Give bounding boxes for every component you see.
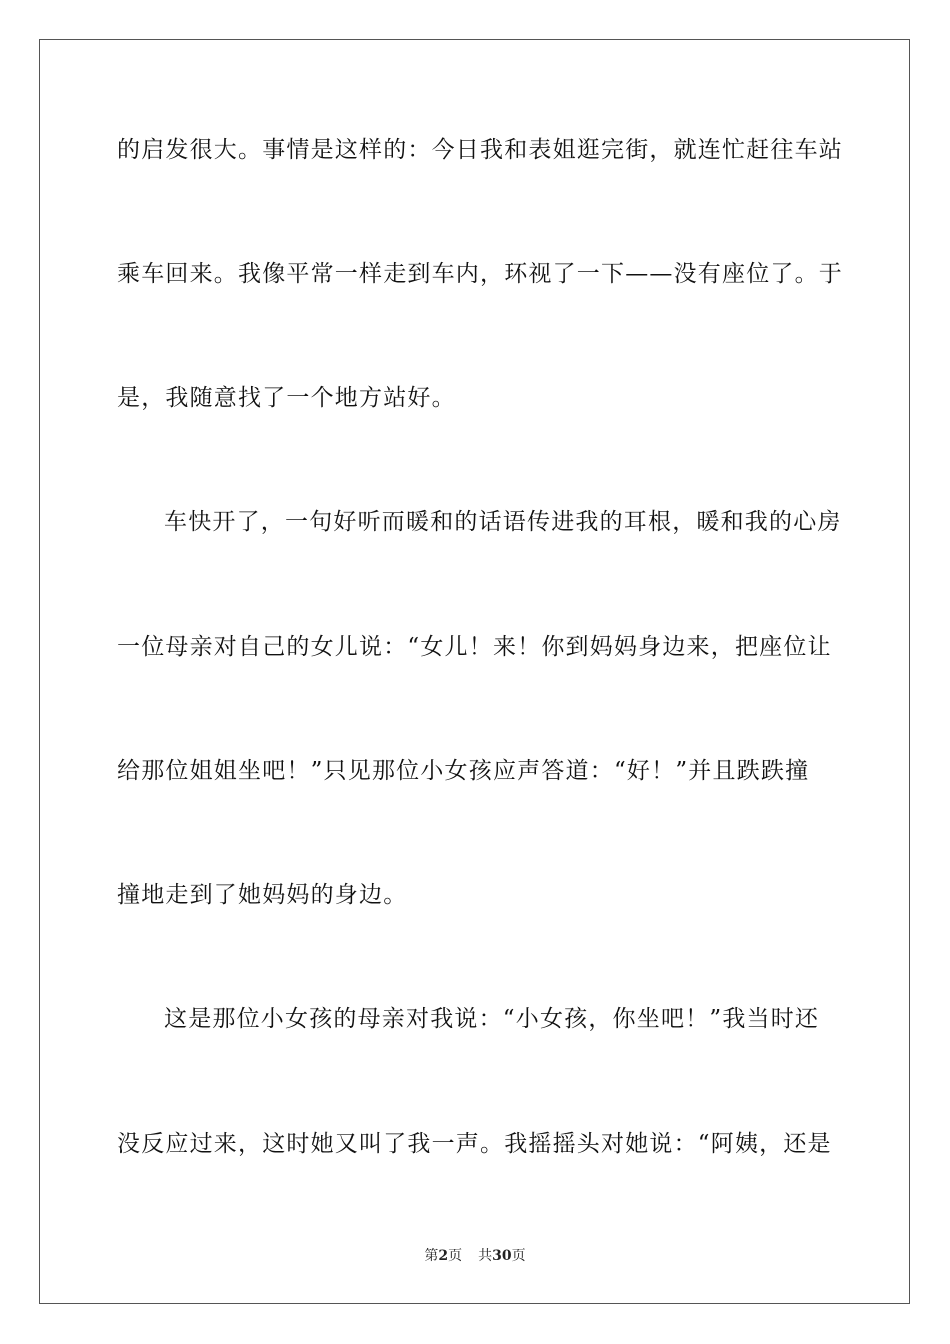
text-line: 一位母亲对自己的女儿说：“女儿！来！你到妈妈身边来，把座位让: [117, 634, 832, 660]
page-footer: [0, 1247, 950, 1265]
page-prefix: 第: [424, 1248, 439, 1264]
text-line: 乘车回来。我像平常一样走到车内，环视了一下——没有座位了。于: [117, 261, 843, 287]
page-number: 2: [438, 1248, 449, 1264]
text-line: 给那位姐姐坐吧！”只见那位小女孩应声答道：“好！”并且跌跌撞: [117, 758, 810, 784]
page-border: [39, 39, 910, 1304]
total-pages: 30: [492, 1248, 512, 1264]
total-prefix: 共: [478, 1248, 493, 1264]
text-line: 没反应过来，这时她又叫了我一声。我摇摇头对她说：“阿姨，还是: [117, 1131, 832, 1157]
total-suffix: 页: [511, 1248, 526, 1264]
paragraph-first-line: 这是那位小女孩的母亲对我说：“小女孩，你坐吧！”我当时还: [164, 1006, 820, 1032]
text-line: 是，我随意找了一个地方站好。: [117, 385, 456, 411]
page-suffix: 页: [448, 1248, 463, 1264]
paragraph-first-line: 车快开了，一句好听而暖和的话语传进我的耳根，暖和我的心房: [164, 509, 842, 535]
text-line: 撞地走到了她妈妈的身边。: [117, 882, 408, 908]
text-line: 的启发很大。事情是这样的：今日我和表姐逛完街，就连忙赶往车站: [117, 137, 843, 163]
